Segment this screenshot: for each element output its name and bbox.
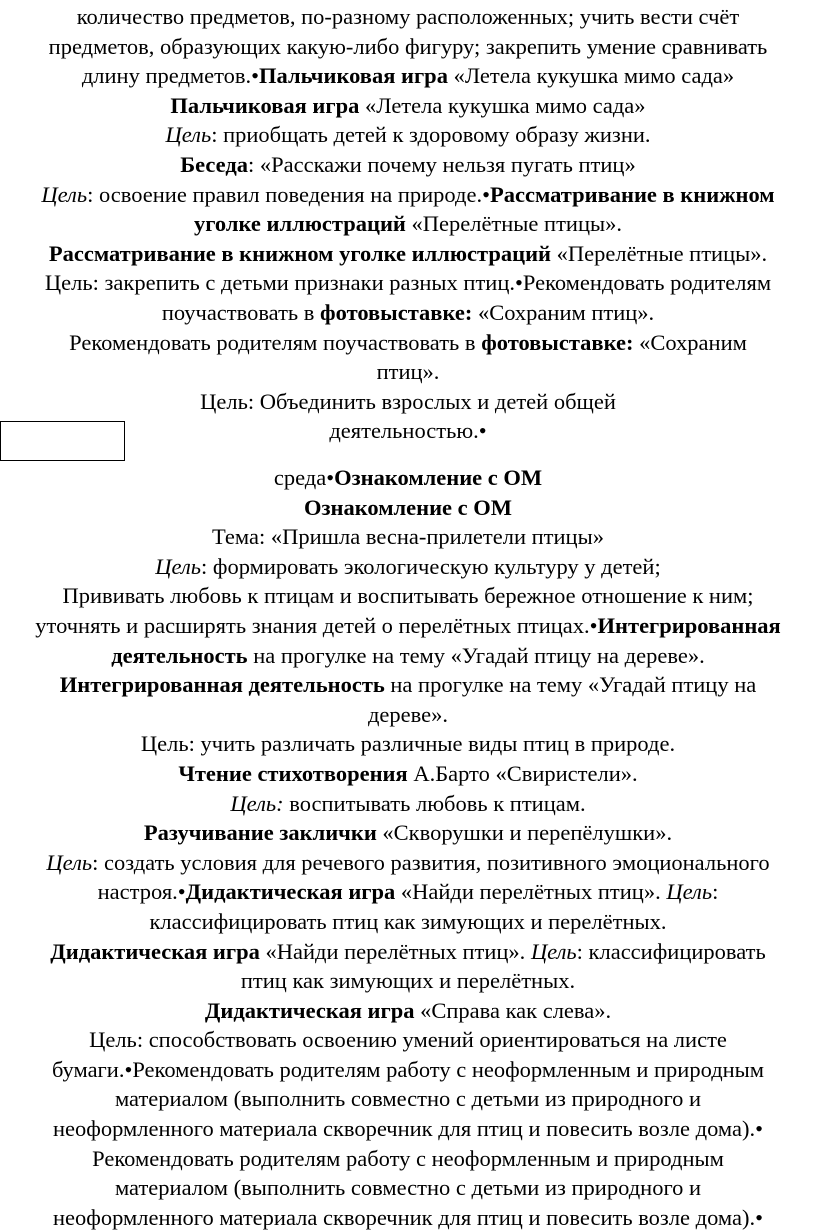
text-line: Рассматривание в книжном уголке иллюстраций «Перелётные птицы». — [48, 240, 768, 266]
text-line: Пальчиковая игра «Летела кукушка мимо сада» — [170, 92, 646, 118]
text-line: Дидактическая игра «Справа как слева». — [204, 997, 612, 1023]
text-line: Тема: «Пришла весна-прилетели птицы» — [212, 524, 604, 550]
text-line: Чтение стихотворения А.Барто «Свиристели». — [178, 760, 638, 786]
text-line: Цель: закрепить с детьми признаки разных птиц.•Рекомендовать родителям — [44, 270, 772, 296]
text-line: неоформленного материала скворечник для птиц и повесить возле дома).• — [53, 1204, 763, 1230]
text-line: уголке иллюстраций «Перелётные птицы». — [194, 211, 622, 237]
text-line: деятельность на прогулке на тему «Угадай птицу на дереве». — [111, 642, 705, 668]
text-line: дереве». — [367, 701, 449, 727]
text-line: птиц как зимующих и перелётных. — [240, 968, 576, 994]
text-line: Ознакомление с ОМ — [303, 494, 513, 520]
text-line: уточнять и расширять знания детей о перелётных птицах.•Интегрированная — [35, 612, 781, 638]
text-block-top — [0, 2, 816, 446]
text-line: настроя.•Дидактическая игра «Найди перелётных птиц». Цель: — [97, 879, 719, 905]
text-line: Прививать любовь к птицам и воспитывать бережное отношение к ним; — [62, 583, 754, 609]
text-line: количество предметов, по-разному расположенных; учить вести счёт — [76, 4, 740, 29]
text-line: Дидактическая игра «Найди перелётных птиц». Цель: классифицировать — [50, 938, 766, 964]
text-line: классифицировать птиц как зимующих и перелётных. — [149, 908, 667, 934]
text-line: Цель: Объединить взрослых и детей общей — [200, 388, 616, 414]
text-line: деятельностью.• — [329, 418, 487, 444]
text-line: Цель: способствовать освоению умений ориентироваться на листе — [89, 1027, 727, 1053]
text-line: Рекомендовать родителям поучаствовать в фотовыставке: «Сохраним — [69, 329, 747, 355]
text-line: материалом (выполнить совместно с детьми из природного и — [114, 1086, 702, 1112]
text-line: Беседа: «Расскажи почему нельзя пугать птиц» — [180, 151, 636, 177]
text-line: Цель: формировать экологическую культуру у детей; — [155, 553, 661, 579]
empty-table-cell — [0, 421, 125, 461]
text-line: Цель: создать условия для речевого развития, позитивного эмоционального — [46, 849, 770, 875]
text-line: поучаствовать в фотовыставке: «Сохраним птиц». — [161, 299, 655, 325]
text-line: длину предметов.•Пальчиковая игра «Летела кукушка мимо сада» — [81, 63, 735, 89]
text-line: неоформленного материала скворечник для птиц и повесить возле дома).• — [53, 1116, 763, 1142]
text-block-bottom — [0, 463, 816, 1232]
text-line: материалом (выполнить совместно с детьми из природного и — [114, 1175, 702, 1201]
text-line: среда•Ознакомление с ОМ — [273, 465, 543, 490]
text-line: Цель: воспитывать любовь к птицам. — [230, 790, 586, 816]
text-line: Цель: приобщать детей к здоровому образу жизни. — [165, 122, 651, 148]
text-line: Интегрированная деятельность на прогулке на тему «Угадай птицу на — [59, 672, 757, 698]
text-line: бумаги.•Рекомендовать родителям работу с неоформленным и природным — [51, 1056, 765, 1082]
text-line: Рекомендовать родителям работу с неоформленным и природным — [92, 1145, 724, 1171]
text-line: птиц». — [376, 359, 440, 385]
text-line: предметов, образующих какую-либо фигуру; закрепить умение сравнивать — [48, 33, 768, 59]
text-line: Цель: учить различать различные виды птиц в природе. — [140, 731, 676, 757]
text-line: Разучивание заклички «Скворушки и перепёлушки». — [143, 820, 673, 846]
text-line: Цель: освоение правил поведения на природе.•Рассматривание в книжном — [41, 181, 775, 207]
